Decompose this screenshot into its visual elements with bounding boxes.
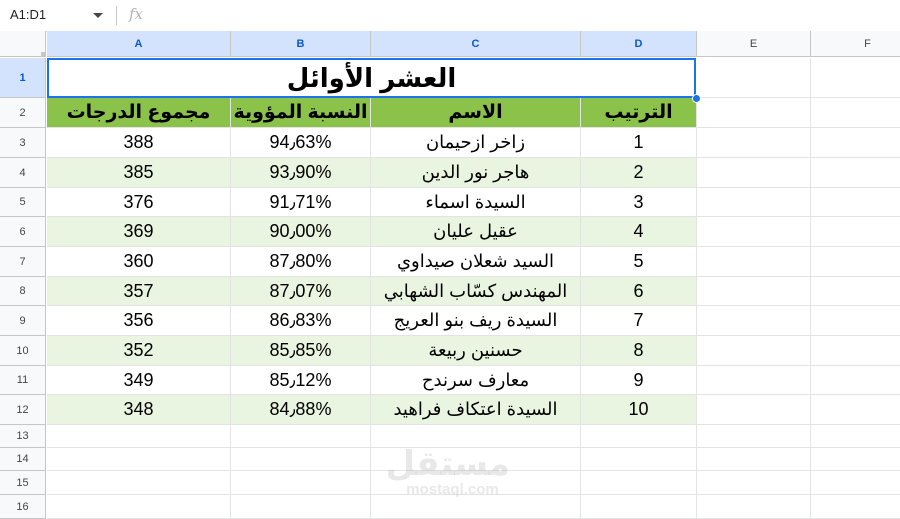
table-cell-name[interactable]: هاجر نور الدين [371,158,581,188]
table-cell-rank[interactable]: 1 [581,128,697,158]
empty-cell[interactable] [697,336,811,366]
table-cell-rank[interactable]: 10 [581,395,697,425]
select-all-corner[interactable] [0,31,46,57]
table-cell-percent[interactable]: 91٫71% [231,188,371,217]
table-cell-percent[interactable]: 84٫88% [231,395,371,425]
table-cell-total[interactable]: 360 [47,247,231,277]
table-cell-total[interactable]: 388 [47,128,231,158]
empty-cell[interactable] [811,425,900,448]
table-cell-total[interactable]: 349 [47,366,231,395]
table-cell-rank[interactable]: 3 [581,188,697,217]
table-cell-percent[interactable]: 87٫80% [231,247,371,277]
cell-f2[interactable] [811,98,900,128]
table-cell-percent[interactable]: 90٫00% [231,217,371,247]
watermark-text: مستقل [385,445,510,483]
empty-cell[interactable] [231,448,371,471]
table-cell-percent[interactable]: 93٫90% [231,158,371,188]
empty-cell[interactable] [231,425,371,448]
cell-f1[interactable] [811,58,900,98]
formula-bar-divider [116,6,117,25]
table-cell-rank[interactable]: 6 [581,277,697,306]
row-header-15[interactable]: 15 [0,471,46,495]
row-header-5[interactable]: 5 [0,188,46,217]
row-header-8[interactable]: 8 [0,277,46,306]
column-header-e[interactable]: E [697,31,811,57]
row-header-7[interactable]: 7 [0,247,46,277]
name-box-value: A1:D1 [10,7,47,22]
empty-cell[interactable] [811,277,900,306]
empty-cell[interactable] [811,158,900,188]
row-header-16[interactable]: 16 [0,495,46,519]
table-cell-rank[interactable]: 8 [581,336,697,366]
empty-cell[interactable] [697,217,811,247]
table-cell-name[interactable]: حسنين ربيعة [371,336,581,366]
table-cell-percent[interactable]: 94٫63% [231,128,371,158]
empty-cell[interactable] [697,395,811,425]
header-cell-name[interactable]: الاسم [371,98,581,128]
table-cell-rank[interactable]: 4 [581,217,697,247]
row-header-14[interactable]: 14 [0,448,46,471]
empty-cell[interactable] [811,495,900,519]
empty-cell[interactable] [371,495,581,519]
table-cell-percent[interactable]: 87٫07% [231,277,371,306]
empty-cell[interactable] [697,188,811,217]
row-header-3[interactable]: 3 [0,128,46,158]
empty-cell[interactable] [697,366,811,395]
table-cell-rank[interactable]: 2 [581,158,697,188]
empty-cell[interactable] [697,495,811,519]
row-header-6[interactable]: 6 [0,217,46,247]
table-cell-percent[interactable]: 86٫83% [231,306,371,336]
table-cell-total[interactable]: 357 [47,277,231,306]
empty-cell[interactable] [697,425,811,448]
header-cell-total[interactable]: مجموع الدرجات [47,98,231,128]
table-cell-name[interactable]: السيد شعلان صيداوي [371,247,581,277]
empty-cell[interactable] [697,448,811,471]
table-cell-rank[interactable]: 5 [581,247,697,277]
table-cell-name[interactable]: عقيل عليان [371,217,581,247]
column-header-f[interactable]: F [811,31,900,57]
header-cell-percent[interactable]: النسبة المؤوية [231,98,371,128]
table-cell-total[interactable]: 385 [47,158,231,188]
empty-cell[interactable] [231,471,371,495]
empty-cell[interactable] [47,425,231,448]
table-cell-rank[interactable]: 7 [581,306,697,336]
table-cell-name[interactable]: السيدة اسماء [371,188,581,217]
formula-input[interactable] [160,0,900,31]
empty-cell[interactable] [47,471,231,495]
empty-cell[interactable] [811,471,900,495]
table-cell-total[interactable]: 369 [47,217,231,247]
empty-cell[interactable] [581,495,697,519]
table-cell-total[interactable]: 348 [47,395,231,425]
empty-cell[interactable] [47,495,231,519]
empty-cell[interactable] [47,448,231,471]
empty-cell[interactable] [811,217,900,247]
row-header-1[interactable]: 1 [0,58,46,98]
table-cell-name[interactable]: السيدة ريف بنو العريج [371,306,581,336]
empty-cell[interactable] [811,366,900,395]
table-cell-name[interactable]: زاخر ازحيمان [371,128,581,158]
empty-cell[interactable] [231,495,371,519]
empty-cell[interactable] [811,247,900,277]
empty-cell[interactable] [697,128,811,158]
table-cell-name[interactable]: السيدة اعتكاف فراهيد [371,395,581,425]
cell-e2[interactable] [697,98,811,128]
header-cell-rank[interactable]: الترتيب [581,98,697,128]
row-header-4[interactable]: 4 [0,158,46,188]
empty-cell[interactable] [697,471,811,495]
column-header-a[interactable]: A [47,31,231,57]
empty-cell[interactable] [811,128,900,158]
empty-cell[interactable] [581,471,697,495]
empty-cell[interactable] [811,336,900,366]
table-cell-name[interactable]: المهندس كسّاب الشهابي [371,277,581,306]
empty-cell[interactable] [811,306,900,336]
row-header-2[interactable]: 2 [0,98,46,128]
empty-cell[interactable] [697,158,811,188]
empty-cell[interactable] [697,277,811,306]
table-cell-rank[interactable]: 9 [581,366,697,395]
column-header-d[interactable]: D [581,31,697,57]
cell-e1[interactable] [697,58,811,98]
table-cell-total[interactable]: 352 [47,336,231,366]
function-icon: fx [129,5,144,23]
empty-cell[interactable] [811,448,900,471]
row-header-12[interactable]: 12 [0,395,46,425]
table-cell-total[interactable]: 356 [47,306,231,336]
title-cell[interactable]: العشر الأوائل [47,58,696,98]
watermark-logo [385,445,510,498]
empty-cell[interactable] [581,425,697,448]
watermark-url: mostaql.com [406,481,499,498]
row-header-11[interactable]: 11 [0,366,46,395]
table-cell-percent[interactable]: 85٫85% [231,336,371,366]
empty-cell[interactable] [697,247,811,277]
empty-cell[interactable] [697,306,811,336]
table-cell-name[interactable]: معارف سرندح [371,366,581,395]
table-cell-total[interactable]: 376 [47,188,231,217]
empty-cell[interactable] [811,395,900,425]
column-header-b[interactable]: B [231,31,371,57]
row-header-9[interactable]: 9 [0,306,46,336]
empty-cell[interactable] [581,448,697,471]
row-header-13[interactable]: 13 [0,425,46,448]
name-box[interactable] [0,0,110,31]
chevron-down-icon[interactable] [93,13,103,18]
empty-cell[interactable] [811,188,900,217]
selection-fill-handle[interactable] [692,94,701,103]
column-header-c[interactable]: C [371,31,581,57]
row-header-10[interactable]: 10 [0,336,46,366]
table-cell-percent[interactable]: 85٫12% [231,366,371,395]
formula-bar [0,0,900,32]
